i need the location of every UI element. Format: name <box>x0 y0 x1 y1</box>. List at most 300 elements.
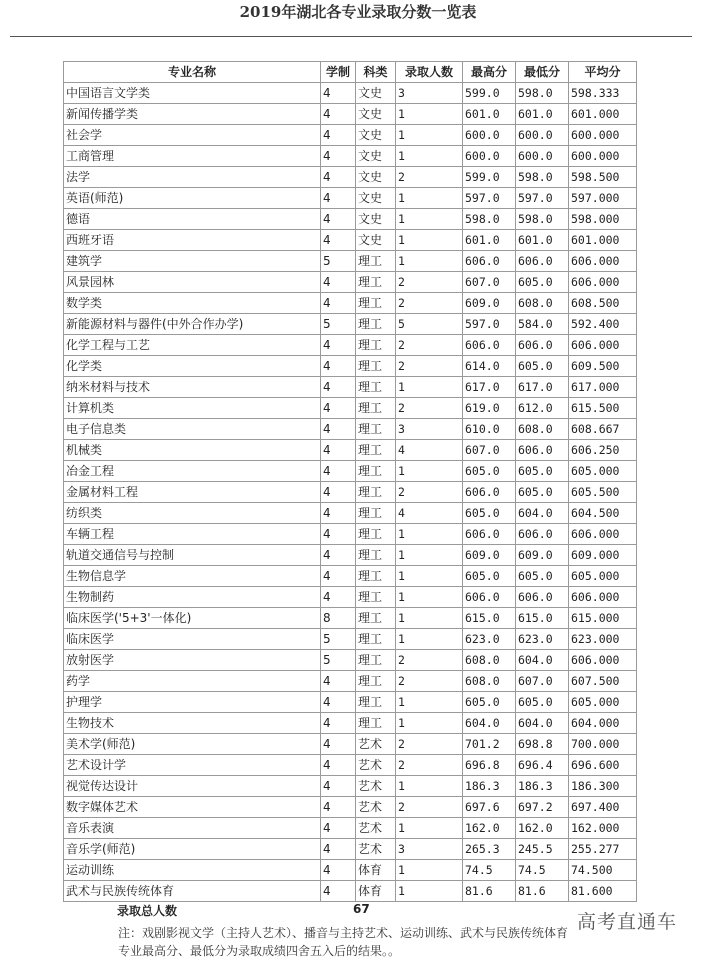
cell-duration: 4 <box>321 293 356 314</box>
cell-duration: 4 <box>321 545 356 566</box>
cell-category: 文史 <box>356 188 396 209</box>
cell-admitted-count: 2 <box>396 272 463 293</box>
cell-max-score: 601.0 <box>463 230 516 251</box>
cell-admitted-count: 2 <box>396 356 463 377</box>
table-row <box>64 818 637 839</box>
cell-major-name: 化学类 <box>64 356 321 377</box>
total-admitted-value: 67 <box>353 902 370 916</box>
table-row <box>64 167 637 188</box>
cell-min-score: 606.0 <box>516 335 569 356</box>
cell-category: 理工 <box>356 440 396 461</box>
cell-avg-score: 592.400 <box>569 314 637 335</box>
table-row <box>64 461 637 482</box>
cell-max-score: 606.0 <box>463 524 516 545</box>
table-row <box>64 566 637 587</box>
cell-admitted-count: 4 <box>396 503 463 524</box>
cell-admitted-count: 3 <box>396 839 463 860</box>
table-row <box>64 839 637 860</box>
cell-major-name: 药学 <box>64 671 321 692</box>
cell-min-score: 605.0 <box>516 461 569 482</box>
cell-min-score: 600.0 <box>516 125 569 146</box>
cell-avg-score: 186.300 <box>569 776 637 797</box>
cell-major-name: 机械类 <box>64 440 321 461</box>
cell-max-score: 605.0 <box>463 461 516 482</box>
table-row <box>64 608 637 629</box>
header-avg-score: 平均分 <box>569 62 637 83</box>
cell-major-name: 视觉传达设计 <box>64 776 321 797</box>
cell-admitted-count: 2 <box>396 650 463 671</box>
cell-duration: 4 <box>321 461 356 482</box>
cell-admitted-count: 1 <box>396 860 463 881</box>
cell-max-score: 610.0 <box>463 419 516 440</box>
cell-category: 理工 <box>356 482 396 503</box>
cell-min-score: 605.0 <box>516 566 569 587</box>
cell-avg-score: 598.333 <box>569 83 637 104</box>
cell-admitted-count: 5 <box>396 314 463 335</box>
cell-duration: 4 <box>321 398 356 419</box>
cell-min-score: 605.0 <box>516 272 569 293</box>
cell-duration: 5 <box>321 314 356 335</box>
cell-duration: 4 <box>321 272 356 293</box>
cell-admitted-count: 2 <box>396 755 463 776</box>
cell-duration: 5 <box>321 251 356 272</box>
cell-avg-score: 600.000 <box>569 146 637 167</box>
table-row <box>64 482 637 503</box>
cell-max-score: 617.0 <box>463 377 516 398</box>
table-row <box>64 188 637 209</box>
cell-min-score: 601.0 <box>516 230 569 251</box>
cell-min-score: 597.0 <box>516 188 569 209</box>
cell-duration: 4 <box>321 797 356 818</box>
table-row <box>64 503 637 524</box>
table-row <box>64 83 637 104</box>
cell-major-name: 生物制药 <box>64 587 321 608</box>
cell-category: 文史 <box>356 125 396 146</box>
cell-max-score: 614.0 <box>463 356 516 377</box>
cell-major-name: 音乐表演 <box>64 818 321 839</box>
table-row <box>64 671 637 692</box>
cell-min-score: 162.0 <box>516 818 569 839</box>
cell-min-score: 598.0 <box>516 83 569 104</box>
cell-category: 理工 <box>356 377 396 398</box>
header-min-score: 最低分 <box>516 62 569 83</box>
cell-avg-score: 604.500 <box>569 503 637 524</box>
admission-table <box>63 61 637 902</box>
table-row <box>64 440 637 461</box>
title-divider <box>10 36 692 37</box>
table-row <box>64 545 637 566</box>
cell-avg-score: 598.500 <box>569 167 637 188</box>
cell-admitted-count: 1 <box>396 692 463 713</box>
cell-major-name: 音乐学(师范) <box>64 839 321 860</box>
cell-duration: 4 <box>321 503 356 524</box>
cell-category: 理工 <box>356 335 396 356</box>
cell-min-score: 81.6 <box>516 881 569 902</box>
cell-duration: 4 <box>321 755 356 776</box>
cell-max-score: 598.0 <box>463 209 516 230</box>
cell-category: 艺术 <box>356 755 396 776</box>
table-row <box>64 293 637 314</box>
cell-min-score: 607.0 <box>516 671 569 692</box>
cell-category: 文史 <box>356 146 396 167</box>
cell-avg-score: 617.000 <box>569 377 637 398</box>
cell-min-score: 600.0 <box>516 146 569 167</box>
table-row <box>64 524 637 545</box>
cell-min-score: 601.0 <box>516 104 569 125</box>
cell-admitted-count: 1 <box>396 230 463 251</box>
cell-duration: 4 <box>321 209 356 230</box>
cell-category: 理工 <box>356 293 396 314</box>
cell-avg-score: 606.000 <box>569 335 637 356</box>
cell-admitted-count: 1 <box>396 608 463 629</box>
cell-avg-score: 162.000 <box>569 818 637 839</box>
cell-min-score: 186.3 <box>516 776 569 797</box>
cell-avg-score: 606.000 <box>569 524 637 545</box>
cell-min-score: 617.0 <box>516 377 569 398</box>
cell-major-name: 社会学 <box>64 125 321 146</box>
table-row <box>64 629 637 650</box>
cell-category: 理工 <box>356 356 396 377</box>
cell-max-score: 608.0 <box>463 650 516 671</box>
cell-major-name: 新闻传播学类 <box>64 104 321 125</box>
cell-avg-score: 81.600 <box>569 881 637 902</box>
cell-major-name: 电子信息类 <box>64 419 321 440</box>
cell-duration: 4 <box>321 566 356 587</box>
cell-max-score: 186.3 <box>463 776 516 797</box>
table-row <box>64 272 637 293</box>
table-row <box>64 734 637 755</box>
table-row <box>64 377 637 398</box>
cell-min-score: 608.0 <box>516 293 569 314</box>
cell-major-name: 建筑学 <box>64 251 321 272</box>
cell-avg-score: 606.250 <box>569 440 637 461</box>
cell-avg-score: 697.400 <box>569 797 637 818</box>
cell-duration: 4 <box>321 419 356 440</box>
cell-min-score: 696.4 <box>516 755 569 776</box>
cell-major-name: 纺织类 <box>64 503 321 524</box>
cell-min-score: 598.0 <box>516 209 569 230</box>
cell-duration: 4 <box>321 377 356 398</box>
cell-avg-score: 606.000 <box>569 251 637 272</box>
cell-major-name: 风景园林 <box>64 272 321 293</box>
cell-category: 理工 <box>356 713 396 734</box>
table-row <box>64 314 637 335</box>
cell-max-score: 697.6 <box>463 797 516 818</box>
cell-admitted-count: 4 <box>396 440 463 461</box>
cell-max-score: 601.0 <box>463 104 516 125</box>
cell-min-score: 598.0 <box>516 167 569 188</box>
table-row <box>64 209 637 230</box>
table-row <box>64 692 637 713</box>
cell-duration: 4 <box>321 713 356 734</box>
cell-admitted-count: 1 <box>396 377 463 398</box>
cell-min-score: 245.5 <box>516 839 569 860</box>
cell-duration: 4 <box>321 671 356 692</box>
cell-max-score: 608.0 <box>463 671 516 692</box>
cell-duration: 4 <box>321 83 356 104</box>
cell-duration: 5 <box>321 629 356 650</box>
cell-max-score: 606.0 <box>463 482 516 503</box>
cell-duration: 4 <box>321 335 356 356</box>
cell-max-score: 615.0 <box>463 608 516 629</box>
cell-avg-score: 696.600 <box>569 755 637 776</box>
cell-admitted-count: 3 <box>396 83 463 104</box>
cell-admitted-count: 2 <box>396 734 463 755</box>
cell-category: 文史 <box>356 209 396 230</box>
table-row <box>64 587 637 608</box>
cell-category: 体育 <box>356 860 396 881</box>
cell-min-score: 698.8 <box>516 734 569 755</box>
cell-category: 理工 <box>356 398 396 419</box>
cell-duration: 4 <box>321 818 356 839</box>
total-admitted-label: 录取总人数 <box>117 904 178 918</box>
cell-duration: 4 <box>321 356 356 377</box>
cell-duration: 4 <box>321 776 356 797</box>
cell-avg-score: 606.000 <box>569 272 637 293</box>
cell-min-score: 605.0 <box>516 356 569 377</box>
cell-admitted-count: 1 <box>396 629 463 650</box>
cell-admitted-count: 1 <box>396 125 463 146</box>
cell-avg-score: 609.500 <box>569 356 637 377</box>
watermark: 高考直通车 <box>577 911 678 933</box>
cell-max-score: 619.0 <box>463 398 516 419</box>
cell-duration: 8 <box>321 608 356 629</box>
cell-max-score: 597.0 <box>463 314 516 335</box>
cell-category: 理工 <box>356 461 396 482</box>
cell-major-name: 德语 <box>64 209 321 230</box>
table-row <box>64 713 637 734</box>
cell-admitted-count: 2 <box>396 335 463 356</box>
cell-major-name: 英语(师范) <box>64 188 321 209</box>
cell-min-score: 605.0 <box>516 482 569 503</box>
cell-avg-score: 604.000 <box>569 713 637 734</box>
cell-min-score: 605.0 <box>516 692 569 713</box>
cell-avg-score: 700.000 <box>569 734 637 755</box>
cell-admitted-count: 1 <box>396 209 463 230</box>
cell-admitted-count: 1 <box>396 881 463 902</box>
cell-admitted-count: 2 <box>396 482 463 503</box>
cell-max-score: 600.0 <box>463 125 516 146</box>
table-row <box>64 146 637 167</box>
cell-duration: 4 <box>321 104 356 125</box>
cell-admitted-count: 1 <box>396 818 463 839</box>
cell-max-score: 81.6 <box>463 881 516 902</box>
cell-avg-score: 606.000 <box>569 650 637 671</box>
header-category: 科类 <box>356 62 396 83</box>
cell-category: 理工 <box>356 566 396 587</box>
table-row <box>64 776 637 797</box>
cell-avg-score: 605.500 <box>569 482 637 503</box>
cell-category: 理工 <box>356 692 396 713</box>
page-title: 2019年湖北各专业录取分数一览表 <box>239 3 477 21</box>
cell-category: 文史 <box>356 83 396 104</box>
table-row <box>64 419 637 440</box>
cell-avg-score: 600.000 <box>569 125 637 146</box>
cell-min-score: 606.0 <box>516 440 569 461</box>
cell-major-name: 放射医学 <box>64 650 321 671</box>
cell-max-score: 74.5 <box>463 860 516 881</box>
cell-major-name: 临床医学('5+3'一体化) <box>64 608 321 629</box>
cell-major-name: 艺术设计学 <box>64 755 321 776</box>
cell-duration: 4 <box>321 839 356 860</box>
cell-duration: 4 <box>321 860 356 881</box>
cell-min-score: 623.0 <box>516 629 569 650</box>
cell-major-name: 临床医学 <box>64 629 321 650</box>
cell-max-score: 605.0 <box>463 692 516 713</box>
cell-major-name: 化学工程与工艺 <box>64 335 321 356</box>
table-row <box>64 356 637 377</box>
cell-category: 理工 <box>356 251 396 272</box>
cell-max-score: 609.0 <box>463 293 516 314</box>
cell-major-name: 武术与民族传统体育 <box>64 881 321 902</box>
cell-major-name: 计算机类 <box>64 398 321 419</box>
table-row <box>64 797 637 818</box>
cell-admitted-count: 1 <box>396 587 463 608</box>
cell-admitted-count: 1 <box>396 713 463 734</box>
cell-duration: 5 <box>321 650 356 671</box>
cell-max-score: 607.0 <box>463 440 516 461</box>
cell-min-score: 606.0 <box>516 524 569 545</box>
cell-major-name: 工商管理 <box>64 146 321 167</box>
table-row <box>64 398 637 419</box>
table-row <box>64 881 637 902</box>
cell-max-score: 607.0 <box>463 272 516 293</box>
cell-max-score: 623.0 <box>463 629 516 650</box>
cell-avg-score: 255.277 <box>569 839 637 860</box>
cell-avg-score: 605.000 <box>569 692 637 713</box>
cell-duration: 4 <box>321 881 356 902</box>
cell-avg-score: 74.500 <box>569 860 637 881</box>
cell-max-score: 162.0 <box>463 818 516 839</box>
cell-min-score: 604.0 <box>516 713 569 734</box>
header-duration: 学制 <box>321 62 356 83</box>
cell-category: 艺术 <box>356 797 396 818</box>
cell-category: 理工 <box>356 314 396 335</box>
cell-major-name: 法学 <box>64 167 321 188</box>
table-row <box>64 650 637 671</box>
header-max-score: 最高分 <box>463 62 516 83</box>
cell-min-score: 608.0 <box>516 419 569 440</box>
cell-major-name: 数学类 <box>64 293 321 314</box>
cell-min-score: 612.0 <box>516 398 569 419</box>
cell-max-score: 600.0 <box>463 146 516 167</box>
table-row <box>64 104 637 125</box>
cell-max-score: 265.3 <box>463 839 516 860</box>
cell-duration: 4 <box>321 146 356 167</box>
cell-admitted-count: 1 <box>396 545 463 566</box>
cell-max-score: 597.0 <box>463 188 516 209</box>
cell-major-name: 西班牙语 <box>64 230 321 251</box>
cell-admitted-count: 1 <box>396 524 463 545</box>
cell-category: 理工 <box>356 608 396 629</box>
table-row <box>64 860 637 881</box>
cell-category: 理工 <box>356 419 396 440</box>
cell-admitted-count: 2 <box>396 797 463 818</box>
cell-admitted-count: 1 <box>396 461 463 482</box>
footnote: 注：戏剧影视文学（主持人艺术）、播音与主持艺术、运动训练、武术与民族传统体育专业最高分、最低分为录取成绩四舍五入后的结果。。 <box>118 926 569 958</box>
cell-major-name: 美术学(师范) <box>64 734 321 755</box>
cell-min-score: 606.0 <box>516 251 569 272</box>
cell-category: 理工 <box>356 272 396 293</box>
cell-admitted-count: 1 <box>396 776 463 797</box>
cell-avg-score: 608.500 <box>569 293 637 314</box>
cell-avg-score: 607.500 <box>569 671 637 692</box>
cell-duration: 4 <box>321 482 356 503</box>
cell-admitted-count: 2 <box>396 398 463 419</box>
table-row <box>64 755 637 776</box>
cell-category: 文史 <box>356 167 396 188</box>
table-body <box>64 83 637 902</box>
cell-admitted-count: 1 <box>396 146 463 167</box>
cell-duration: 4 <box>321 524 356 545</box>
cell-min-score: 584.0 <box>516 314 569 335</box>
cell-category: 文史 <box>356 104 396 125</box>
cell-duration: 4 <box>321 692 356 713</box>
cell-max-score: 604.0 <box>463 713 516 734</box>
table-row <box>64 335 637 356</box>
cell-max-score: 696.8 <box>463 755 516 776</box>
cell-admitted-count: 2 <box>396 671 463 692</box>
cell-duration: 4 <box>321 440 356 461</box>
cell-major-name: 金属材料工程 <box>64 482 321 503</box>
cell-avg-score: 608.667 <box>569 419 637 440</box>
cell-category: 艺术 <box>356 776 396 797</box>
cell-duration: 4 <box>321 188 356 209</box>
cell-major-name: 护理学 <box>64 692 321 713</box>
header-admitted: 录取人数 <box>396 62 463 83</box>
cell-avg-score: 609.000 <box>569 545 637 566</box>
cell-avg-score: 597.000 <box>569 188 637 209</box>
cell-category: 理工 <box>356 524 396 545</box>
cell-major-name: 数字媒体艺术 <box>64 797 321 818</box>
cell-min-score: 609.0 <box>516 545 569 566</box>
cell-major-name: 中国语言文学类 <box>64 83 321 104</box>
cell-category: 理工 <box>356 503 396 524</box>
cell-duration: 4 <box>321 734 356 755</box>
cell-avg-score: 605.000 <box>569 461 637 482</box>
cell-major-name: 运动训练 <box>64 860 321 881</box>
cell-major-name: 生物技术 <box>64 713 321 734</box>
cell-min-score: 697.2 <box>516 797 569 818</box>
cell-category: 理工 <box>356 545 396 566</box>
cell-avg-score: 623.000 <box>569 629 637 650</box>
cell-category: 艺术 <box>356 818 396 839</box>
cell-major-name: 轨道交通信号与控制 <box>64 545 321 566</box>
cell-max-score: 609.0 <box>463 545 516 566</box>
cell-max-score: 606.0 <box>463 251 516 272</box>
cell-avg-score: 601.000 <box>569 230 637 251</box>
cell-avg-score: 601.000 <box>569 104 637 125</box>
cell-max-score: 599.0 <box>463 167 516 188</box>
table-row <box>64 230 637 251</box>
cell-category: 文史 <box>356 230 396 251</box>
cell-admitted-count: 2 <box>396 167 463 188</box>
cell-duration: 4 <box>321 587 356 608</box>
cell-max-score: 605.0 <box>463 503 516 524</box>
cell-major-name: 纳米材料与技术 <box>64 377 321 398</box>
cell-min-score: 606.0 <box>516 587 569 608</box>
cell-min-score: 604.0 <box>516 503 569 524</box>
cell-max-score: 606.0 <box>463 587 516 608</box>
cell-admitted-count: 3 <box>396 419 463 440</box>
cell-admitted-count: 2 <box>396 293 463 314</box>
cell-major-name: 冶金工程 <box>64 461 321 482</box>
cell-category: 理工 <box>356 587 396 608</box>
cell-avg-score: 605.000 <box>569 566 637 587</box>
cell-category: 体育 <box>356 881 396 902</box>
cell-category: 艺术 <box>356 839 396 860</box>
cell-max-score: 701.2 <box>463 734 516 755</box>
